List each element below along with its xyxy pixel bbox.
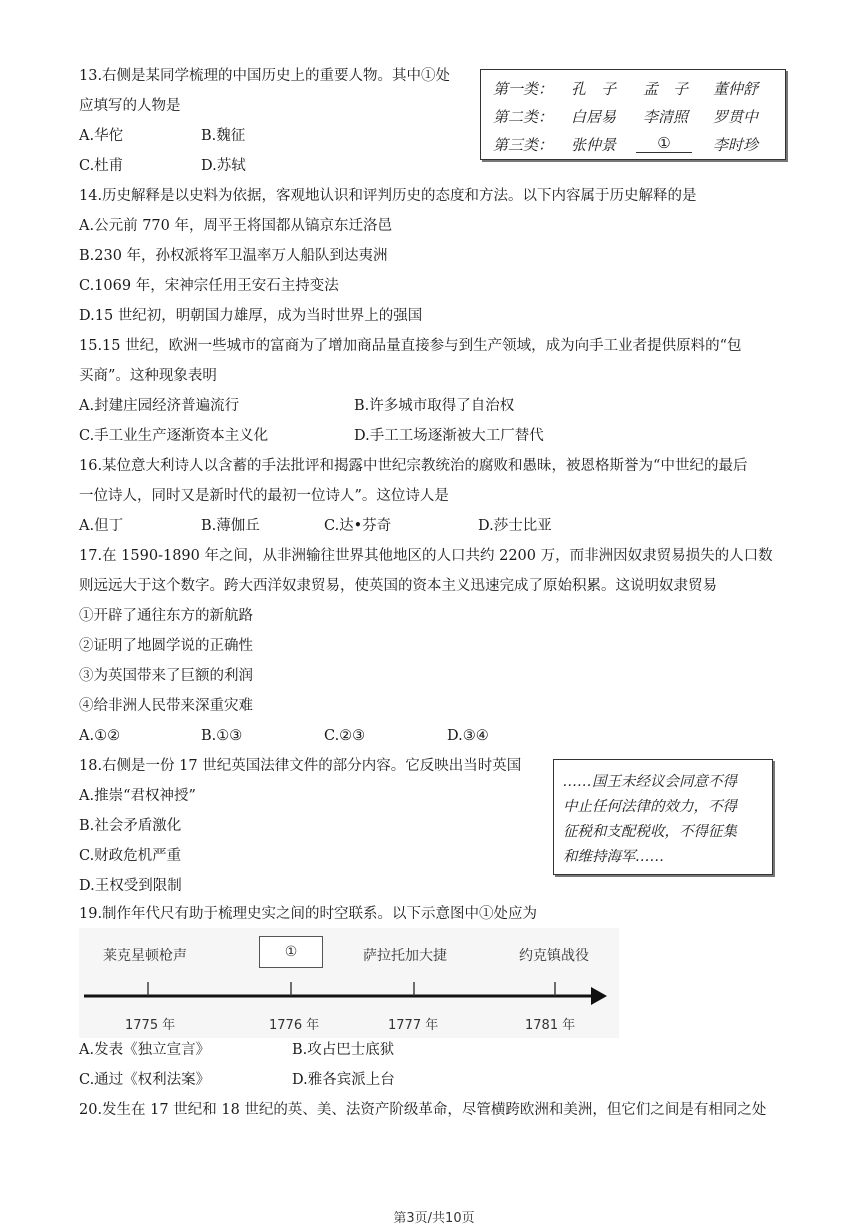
q20-stem: 20.发生在 17 世纪和 18 世纪的英、美、法资产阶级革命，尽管横跨欧洲和美洲，但它们之间是有相同之处 <box>79 1102 767 1118</box>
timeline-arrowhead <box>591 987 607 1005</box>
person-name: 孟 子 <box>643 80 689 98</box>
timeline-year: 1777 年 <box>388 1018 439 1033</box>
q18-document-excerpt-box <box>553 759 773 875</box>
timeline-year: 1781 年 <box>525 1018 576 1033</box>
q14-stem: 14.历史解释是以史料为依据，客观地认识和评判历史的态度和方法。以下内容属于历史解释的是 <box>79 188 697 204</box>
row-label: 第二类： <box>493 108 554 126</box>
q19-timeline-diagram <box>79 928 619 1038</box>
q14-option-a[interactable]: A.公元前 770 年，周平王将国都从镐京东迁洛邑 <box>79 218 392 234</box>
timeline-event-label: 莱克星顿枪声 <box>103 948 187 964</box>
q13-stem-line2: 应填写的人物是 <box>79 98 181 114</box>
page-number: 第3页/共10页 <box>393 1211 475 1226</box>
q13-option-c[interactable]: C.杜甫 <box>79 158 124 174</box>
q16-option-d[interactable]: D.莎士比亚 <box>478 518 552 534</box>
q14-option-b[interactable]: B.230 年，孙权派将军卫温率万人船队到达夷洲 <box>79 248 388 264</box>
q15-stem-line2: 买商”。这种现象表明 <box>79 368 217 384</box>
blank-answer-slot: ① <box>636 134 692 153</box>
timeline-year: 1776 年 <box>269 1018 320 1033</box>
q13-stem-line1: 13.右侧是某同学梳理的中国历史上的重要人物。其中①处 <box>79 68 451 84</box>
person-name: 罗贯中 <box>713 108 759 126</box>
timeline-year: 1775 年 <box>125 1018 176 1033</box>
q15-stem-line1: 15.15 世纪，欧洲一些城市的富商为了增加商品量直接参与到生产领域，成为向手工业者提供原料的“包 <box>79 338 742 354</box>
q16-stem-line1: 16.某位意大利诗人以含蓄的手法批评和揭露中世纪宗教统治的腐败和愚昧，被恩格斯誉为“中世纪的最后 <box>79 458 748 474</box>
q19-option-a[interactable]: A.发表《独立宣言》 <box>79 1042 211 1058</box>
q19-option-d[interactable]: D.雅各宾派上台 <box>292 1072 395 1088</box>
q19-option-b[interactable]: B.攻占巴士底狱 <box>292 1042 395 1058</box>
q17-stem-line1: 17.在 1590-1890 年之间，从非洲输往世界其他地区的人口共约 2200 万，而非洲因奴隶贸易损失的人口数 <box>79 548 773 564</box>
q15-option-c[interactable]: C.手工业生产逐渐资本主义化 <box>79 428 269 444</box>
q15-option-b[interactable]: B.许多城市取得了自治权 <box>354 398 515 414</box>
q14-option-d[interactable]: D.15 世纪初，明朝国力雄厚，成为当时世界上的强国 <box>79 308 423 324</box>
excerpt-line: 中止任何法律的效力，不得 <box>563 799 737 815</box>
person-name: 李清照 <box>643 108 689 126</box>
q13-option-b[interactable]: B.魏征 <box>201 128 246 144</box>
q15-option-a[interactable]: A.封建庄园经济普遍流行 <box>79 398 240 414</box>
q18-option-a[interactable]: A.推崇“君权神授” <box>79 788 196 804</box>
q16-option-a[interactable]: A.但丁 <box>79 518 124 534</box>
q13-figure-box <box>480 69 786 160</box>
timeline-blank-box: ① <box>259 936 323 968</box>
q17-item-1: ①开辟了通往东方的新航路 <box>79 608 253 624</box>
person-name: 孔 子 <box>571 80 617 98</box>
q18-option-d[interactable]: D.王权受到限制 <box>79 878 182 894</box>
q16-option-c[interactable]: C.达•芬奇 <box>324 518 392 534</box>
q17-stem-line2: 则远远大于这个数字。跨大西洋奴隶贸易，使英国的资本主义迅速完成了原始积累。这说明奴隶贸易 <box>79 578 717 594</box>
q19-option-c[interactable]: C.通过《权利法案》 <box>79 1072 211 1088</box>
q17-item-2: ②证明了地圆学说的正确性 <box>79 638 253 654</box>
q15-option-d[interactable]: D.手工工场逐渐被大工厂替代 <box>354 428 544 444</box>
q19-stem: 19.制作年代尺有助于梳理史实之间的时空联系。以下示意图中①处应为 <box>79 906 538 922</box>
excerpt-line: ……国王未经议会同意不得 <box>563 774 737 790</box>
q17-option-b[interactable]: B.①③ <box>201 728 243 744</box>
q13-option-a[interactable]: A.华佗 <box>79 128 124 144</box>
row-label: 第一类： <box>493 80 554 98</box>
excerpt-line: 和维持海军…… <box>563 849 665 865</box>
person-name: 董仲舒 <box>713 80 759 98</box>
q16-option-b[interactable]: B.薄伽丘 <box>201 518 260 534</box>
q17-option-d[interactable]: D.③④ <box>447 728 489 744</box>
q18-option-c[interactable]: C.财政危机严重 <box>79 848 182 864</box>
q17-item-3: ③为英国带来了巨额的利润 <box>79 668 253 684</box>
q17-option-c[interactable]: C.②③ <box>324 728 366 744</box>
q18-stem: 18.右侧是一份 17 世纪英国法律文件的部分内容。它反映出当时英国 <box>79 758 522 774</box>
person-name: 李时珍 <box>713 136 759 154</box>
person-name: 白居易 <box>571 108 617 126</box>
row-label: 第三类： <box>493 136 554 154</box>
q16-stem-line2: 一位诗人，同时又是新时代的最初一位诗人”。这位诗人是 <box>79 488 449 504</box>
timeline-event-label: 萨拉托加大捷 <box>363 948 447 964</box>
q17-option-a[interactable]: A.①② <box>79 728 121 744</box>
q18-option-b[interactable]: B.社会矛盾激化 <box>79 818 182 834</box>
q13-option-d[interactable]: D.苏轼 <box>201 158 246 174</box>
q14-option-c[interactable]: C.1069 年，宋神宗任用王安石主持变法 <box>79 278 339 294</box>
timeline-event-label: 约克镇战役 <box>519 948 589 964</box>
person-name: 张仲景 <box>571 136 617 154</box>
q17-item-4: ④给非洲人民带来深重灾难 <box>79 698 253 714</box>
excerpt-line: 征税和支配税收，不得征集 <box>563 824 737 840</box>
